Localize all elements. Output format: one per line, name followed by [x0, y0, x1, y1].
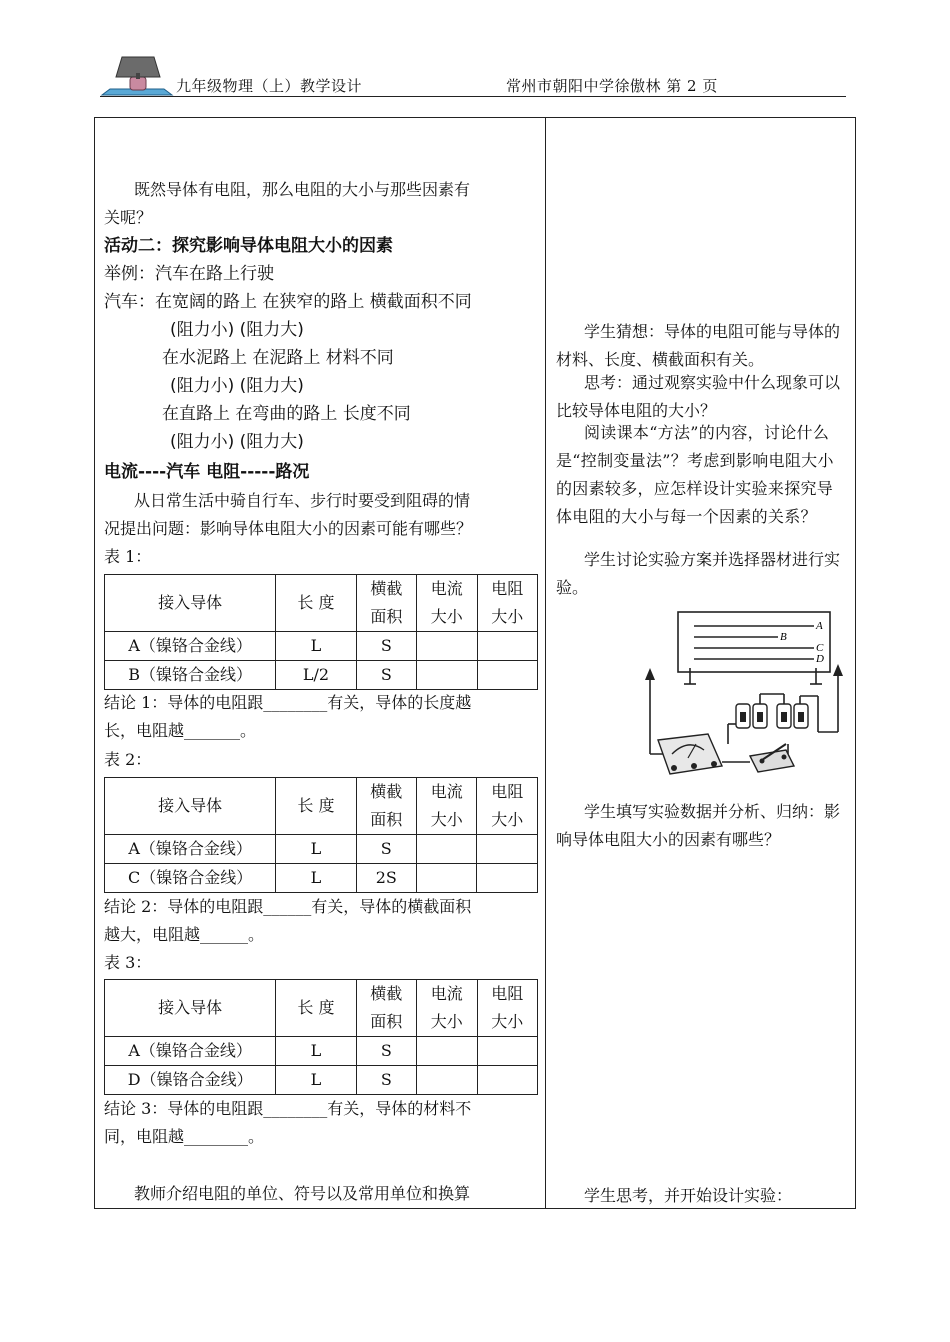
- header-school-page: 常州市朝阳中学徐傲林 第 2 页: [506, 77, 718, 95]
- student-read: 阅读课本“方法”的内容，讨论什么是“控制变量法”？考虑到影响电阻大小的因素较多，应怎样设计实验来探究导体电阻的大小与每一个因素的关系？: [556, 423, 834, 526]
- header-resistance-2: 大小: [491, 1012, 524, 1031]
- car-row-2: 在水泥路上 在泥路上 材料不同: [162, 348, 394, 368]
- header-area: [356, 575, 416, 632]
- cell-conductor: A（镍铬合金线）: [105, 1037, 276, 1066]
- header-current-1: 电流: [430, 579, 463, 598]
- header-length: 长 度: [276, 575, 356, 632]
- header-length: 长 度: [276, 980, 356, 1037]
- cell-conductor: B（镍铬合金线）: [105, 661, 276, 690]
- header-area: [356, 778, 417, 835]
- page-header: [100, 55, 846, 101]
- conclusion-1-line-1: 结论 1：导体的电阻跟________有关，导体的长度越: [104, 693, 472, 712]
- header-current-2: 大小: [430, 607, 463, 626]
- question-line-1: 从日常生活中骑自行车、步行时要受到阻碍的情: [134, 491, 471, 510]
- header-resistance: [477, 980, 538, 1037]
- cell-area: S: [356, 1066, 416, 1095]
- table-row: [105, 632, 538, 661]
- battery-icon: [736, 704, 808, 728]
- car-row-1: 汽车：在宽阔的路上 在狭窄的路上 横截面积不同: [104, 292, 472, 312]
- car-row-3: 在直路上 在弯曲的路上 长度不同: [162, 404, 411, 424]
- resistance-row-3: (阻力小) (阻力大): [170, 432, 304, 452]
- cell-conductor: A（镍铬合金线）: [105, 835, 276, 864]
- header-conductor: 接入导体: [105, 980, 276, 1037]
- table-2-label: 表 2：: [104, 750, 152, 769]
- cell-conductor: A（镍铬合金线）: [105, 632, 276, 661]
- header-current-1: 电流: [430, 782, 463, 801]
- arrow-right-icon: [833, 664, 843, 676]
- resistance-row-2: (阻力小) (阻力大): [170, 376, 304, 396]
- table-2: [104, 777, 538, 893]
- table-1: [104, 574, 538, 690]
- conclusion-3-line-1: 结论 3：导体的电阻跟________有关，导体的材料不: [104, 1099, 472, 1118]
- student-discuss: 学生讨论实验方案并选择器材进行实验。: [556, 550, 841, 597]
- intro-line-1: 既然导体有电阻，那么电阻的大小与那些因素有: [134, 180, 471, 199]
- student-think: 思考：通过观察实验中什么现象可以比较导体电阻的大小？: [556, 373, 841, 420]
- table-row: [105, 1066, 538, 1095]
- header-resistance-2: 大小: [491, 810, 524, 829]
- header-course-title: 九年级物理（上）教学设计: [176, 77, 363, 95]
- table-row: [105, 835, 538, 864]
- circuit-diagram: [638, 604, 854, 786]
- cell-conductor: D（镍铬合金线）: [105, 1066, 276, 1095]
- example-line: 举例：汽车在路上行驶: [104, 264, 274, 284]
- student-final-line: 学生思考，并开始设计实验：: [584, 1186, 793, 1205]
- header-resistance-1: 电阻: [491, 984, 524, 1003]
- cell-current[interactable]: [417, 864, 477, 893]
- column-divider: [545, 118, 546, 1208]
- wire-label-d: D: [816, 653, 824, 665]
- cell-current[interactable]: [417, 835, 477, 864]
- cell-resistance[interactable]: [477, 864, 538, 893]
- wire-label-c: C: [816, 642, 824, 654]
- header-conductor: 接入导体: [105, 778, 276, 835]
- analogy-line: 电流----汽车 电阻-----路况: [104, 462, 310, 482]
- cell-current[interactable]: [417, 661, 477, 690]
- conclusion-3-line-2: 同，电阻越________。: [104, 1127, 265, 1146]
- conclusion-1-line-2: 长，电阻越_______。: [104, 721, 257, 740]
- header-current-2: 大小: [430, 810, 463, 829]
- student-fill-data: 学生填写实验数据并分析、归纳：影响导体电阻大小的因素有哪些？: [556, 802, 841, 849]
- lamp-logo-icon: [100, 55, 176, 99]
- cell-length: L: [276, 1037, 356, 1066]
- header-area-2: 面积: [370, 607, 403, 626]
- cell-resistance[interactable]: [477, 1066, 538, 1095]
- cell-conductor: C（镍铬合金线）: [105, 864, 276, 893]
- cell-area: S: [356, 835, 417, 864]
- cell-current[interactable]: [417, 1066, 477, 1095]
- header-length: 长 度: [276, 778, 356, 835]
- header-current: [417, 980, 477, 1037]
- cell-resistance[interactable]: [477, 835, 538, 864]
- header-area-1: 横截: [370, 579, 403, 598]
- header-area-2: 面积: [370, 1012, 403, 1031]
- question-line-2: 况提出问题：影响导体电阻大小的因素可能有哪些？: [104, 519, 473, 538]
- cell-resistance[interactable]: [477, 661, 538, 690]
- cell-length: L/2: [276, 661, 356, 690]
- header-area-2: 面积: [370, 810, 403, 829]
- wire-label-b: B: [780, 631, 787, 643]
- header-rule: [100, 96, 846, 97]
- header-area-1: 横截: [370, 984, 403, 1003]
- cell-length: L: [276, 1066, 356, 1095]
- table-3: [104, 979, 538, 1095]
- ammeter-icon: [658, 734, 722, 774]
- table-row: [105, 661, 538, 690]
- cell-resistance[interactable]: [477, 632, 538, 661]
- header-current: [417, 778, 477, 835]
- header-area-1: 横截: [370, 782, 403, 801]
- cell-length: L: [276, 835, 356, 864]
- conclusion-2-line-1: 结论 2：导体的电阻跟______有关，导体的横截面积: [104, 897, 472, 916]
- cell-area: S: [356, 1037, 416, 1066]
- lesson-table: [94, 117, 856, 1209]
- header-resistance: [477, 778, 538, 835]
- wire-label-a: A: [816, 620, 823, 632]
- arrow-left-icon: [645, 668, 655, 680]
- cell-area: S: [356, 661, 416, 690]
- cell-length: L: [276, 864, 356, 893]
- cell-current[interactable]: [417, 1037, 477, 1066]
- table-1-label: 表 1：: [104, 547, 152, 566]
- intro-line-2: 关呢？: [104, 208, 153, 227]
- header-area: [356, 980, 416, 1037]
- activity-title: 活动二：探究影响导体电阻大小的因素: [104, 236, 393, 256]
- header-current: [417, 575, 477, 632]
- cell-resistance[interactable]: [477, 1037, 538, 1066]
- conclusion-2-line-2: 越大，电阻越______。: [104, 925, 265, 944]
- student-guess: 学生猜想：导体的电阻可能与导体的材料、长度、横截面积有关。: [556, 322, 841, 369]
- teacher-intro-line: 教师介绍电阻的单位、符号以及常用单位和换算: [134, 1184, 471, 1203]
- table-3-label: 表 3：: [104, 953, 152, 972]
- header-resistance: [477, 575, 538, 632]
- header-resistance-1: 电阻: [491, 579, 524, 598]
- header-resistance-1: 电阻: [491, 782, 524, 801]
- cell-length: L: [276, 632, 356, 661]
- header-current-2: 大小: [430, 1012, 463, 1031]
- cell-area: 2S: [356, 864, 417, 893]
- resistance-row-1: (阻力小) (阻力大): [170, 320, 304, 340]
- header-resistance-2: 大小: [491, 607, 524, 626]
- cell-area: S: [356, 632, 416, 661]
- header-current-1: 电流: [430, 984, 463, 1003]
- header-conductor: 接入导体: [105, 575, 276, 632]
- cell-current[interactable]: [417, 632, 477, 661]
- table-row: [105, 864, 538, 893]
- table-row: [105, 1037, 538, 1066]
